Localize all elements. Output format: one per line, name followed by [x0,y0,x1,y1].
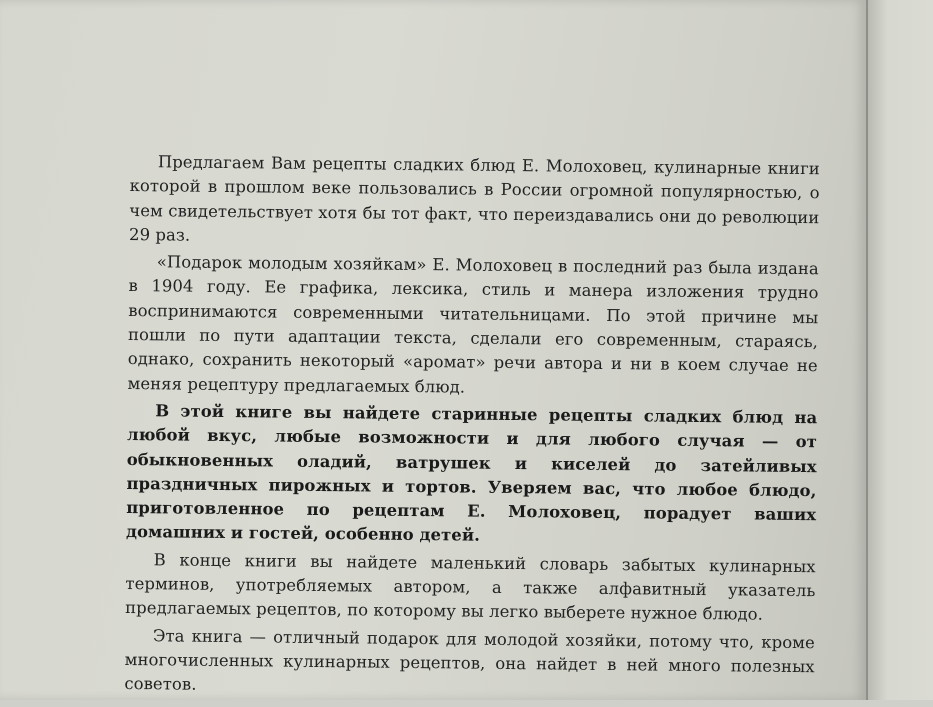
text-block [124,150,820,707]
paragraph-5: Эта книга — отличный подарок для молодой хозяйки, потому что, кроме многочисленных кулинарных рецептов, она найдет в ней много полезных советов. [124,625,815,694]
adjacent-page [868,0,933,700]
paragraph-1: Предлагаем Вам рецепты сладких блюд Е. Молоховец, кулинарные книги которой в прошлом веке пользовались в России огромной популярностью, о чем свидетельствует хотя бы тот факт, что переиздавались они до революции 29 раз. [129,152,820,245]
paragraph-2: «Подарок молодым хозяйкам» Е. Молоховец в последний раз была издана в 1904 году. Ее графика, лексика, стиль и манера изложения трудно воспринимаются современными читательницами. По этой причине мы пошли по пути адаптации текста, сделали его современным, стараясь, однако, сохранить некоторый «аромат» речи автора и ни в коем случае не меняя рецептуру предлагаемых блюд. [127,252,819,397]
paragraph-4: В конце книги вы найдете маленький словарь забытых кулинарных терминов, употребляемых автором, а также алфавитный указатель предлагаемых рецептов, по которому вы легко выберете нужное блюдо. [125,550,816,624]
paragraph-3: В этой книге вы найдете старинные рецепты сладких блюд на любой вкус, любые возможности и для любого случая — от обыкновенных оладий, ватрушек и киселей до затейливых праздничных пирожных и тортов. Уверяем вас, что любое блюдо, приготовленное по рецептам Е. Молоховец, порадует ваших домашних и гостей, особенно детей. [125,401,818,546]
